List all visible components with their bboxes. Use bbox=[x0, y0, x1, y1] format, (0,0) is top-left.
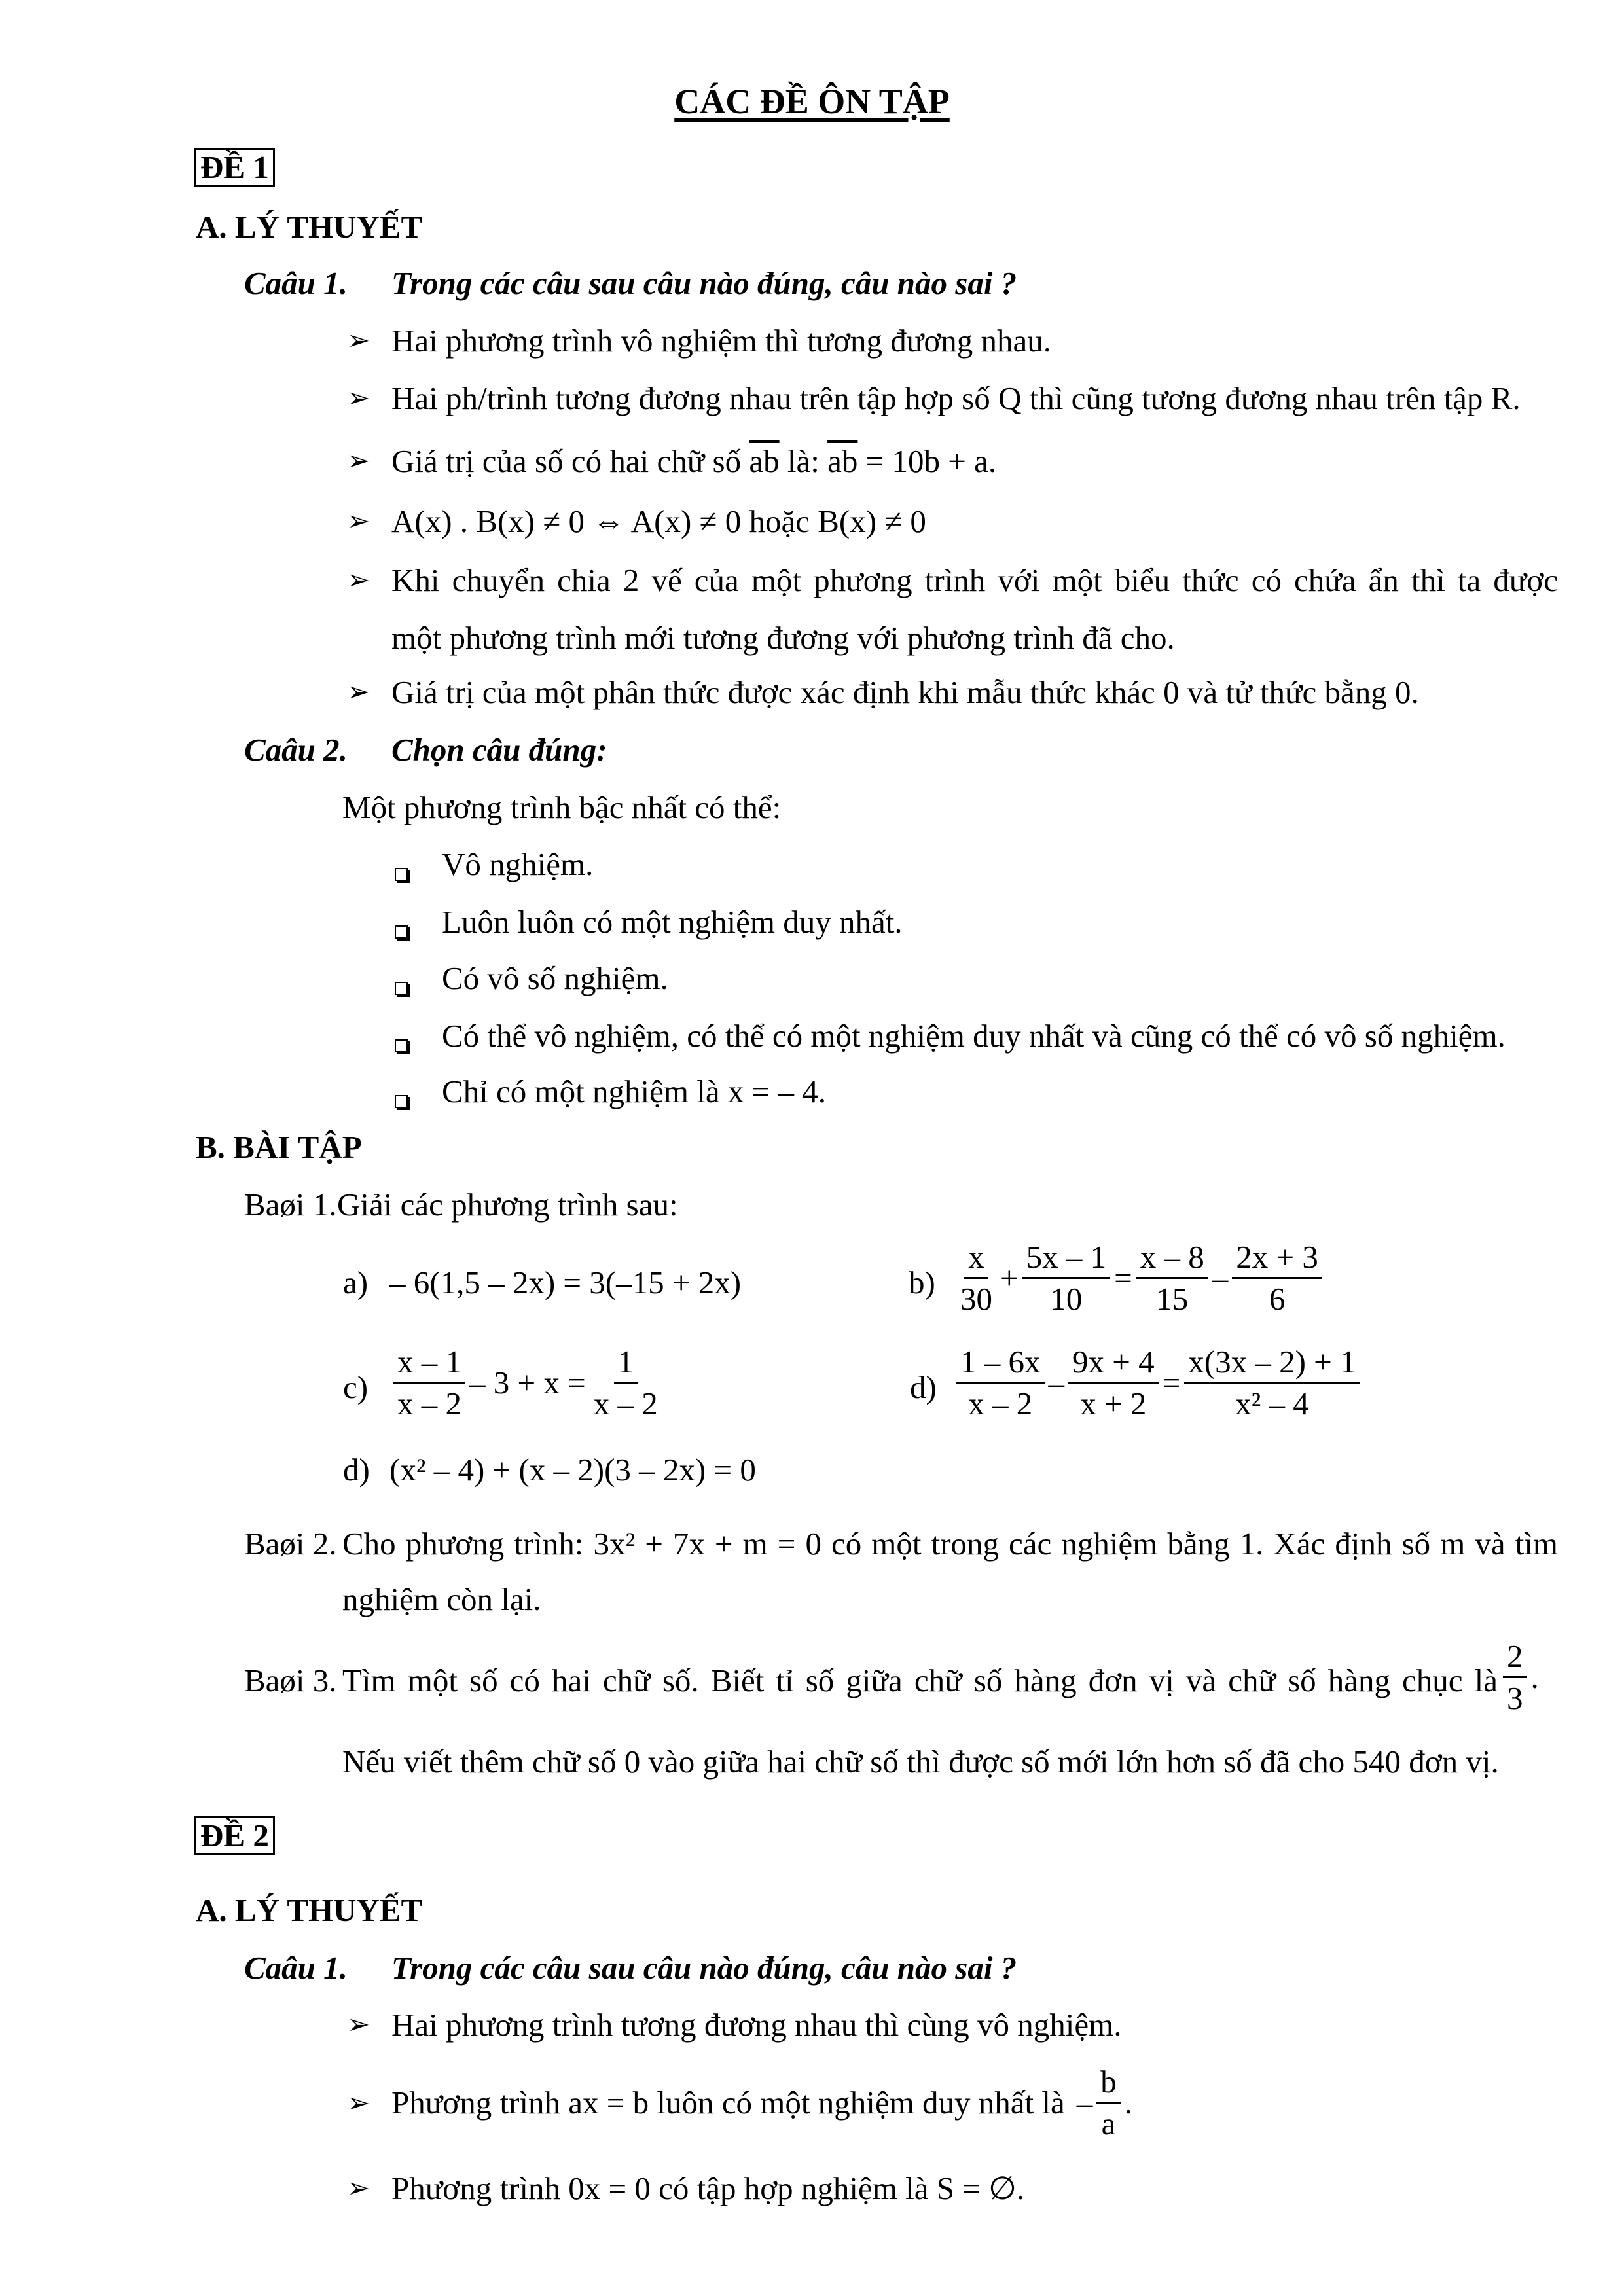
equation-a-label: a) bbox=[343, 1265, 369, 1300]
equation-c-label: c) bbox=[343, 1369, 369, 1405]
arrow-bullet-icon: ➢ bbox=[347, 326, 370, 356]
operator: + bbox=[1000, 1260, 1019, 1297]
equation-b-label: b) bbox=[909, 1265, 935, 1300]
statement bbox=[391, 445, 996, 477]
numerator: x – 8 bbox=[1136, 1237, 1208, 1279]
checkbox-icon[interactable] bbox=[395, 868, 408, 881]
statement-text: = 10b + a. bbox=[865, 443, 997, 479]
period: . bbox=[1124, 2085, 1132, 2121]
arrow-bullet-icon: ➢ bbox=[347, 677, 370, 708]
denominator: x + 2 bbox=[1080, 1386, 1147, 1422]
page-title: CÁC ĐỀ ÔN TẬP bbox=[674, 82, 950, 121]
checkbox-icon[interactable] bbox=[395, 1095, 408, 1108]
arrow-bullet-icon: ➢ bbox=[347, 2089, 370, 2119]
numerator: 9x + 4 bbox=[1068, 1342, 1159, 1384]
numerator: 1 bbox=[614, 1342, 638, 1384]
arrow-bullet-icon: ➢ bbox=[347, 565, 370, 596]
numerator: x bbox=[964, 1237, 988, 1279]
checkbox-icon[interactable] bbox=[395, 925, 408, 939]
arrow-bullet-icon: ➢ bbox=[347, 2010, 370, 2040]
denominator: 3 bbox=[1507, 1680, 1523, 1717]
numerator: 1 – 6x bbox=[956, 1342, 1045, 1384]
numerator: x(3x – 2) + 1 bbox=[1184, 1342, 1360, 1384]
question-2-label: Caâu 2. bbox=[244, 732, 348, 768]
question-1-label: Caâu 1. bbox=[244, 1950, 348, 1986]
exercise-3-text-continued: Nếu viết thêm chữ số 0 vào giữa hai chữ số thì được số mới lớn hơn số đã cho 540 đơn vị. bbox=[342, 1744, 1499, 1780]
exercise-2-text-continued: nghiệm còn lại. bbox=[342, 1581, 541, 1617]
statement: Giá trị của một phân thức được xác định khi mẫu thức khác 0 và tử thức bằng 0. bbox=[391, 674, 1419, 710]
question-1-label: Caâu 1. bbox=[244, 265, 348, 301]
exam-2-label: ĐỀ 2 bbox=[194, 1816, 275, 1855]
numerator: 2x + 3 bbox=[1232, 1237, 1322, 1279]
checkbox-icon[interactable] bbox=[395, 1039, 408, 1052]
statement-text: là: bbox=[787, 443, 820, 479]
denominator: x – 2 bbox=[968, 1386, 1033, 1422]
equation-b bbox=[952, 1237, 1326, 1319]
equation-e-label: d) bbox=[343, 1452, 370, 1488]
arrow-bullet-icon: ➢ bbox=[347, 446, 370, 476]
equation-d bbox=[952, 1342, 1364, 1424]
exercise-1-label: Baøi 1. bbox=[244, 1187, 337, 1223]
option: Chỉ có một nghiệm là x = – 4. bbox=[442, 1073, 826, 1109]
arrow-bullet-icon: ➢ bbox=[347, 507, 370, 537]
numerator: 2 bbox=[1503, 1636, 1527, 1678]
option: Có thể vô nghiệm, có thể có một nghiệm duy nhất và cũng có thể có vô số nghiệm. bbox=[442, 1018, 1506, 1054]
denominator: 15 bbox=[1156, 1281, 1189, 1318]
equation-c bbox=[389, 1342, 666, 1424]
statement: Hai phương trình vô nghiệm thì tương đương nhau. bbox=[391, 323, 1052, 359]
exercise-3-text: Tìm một số có hai chữ số. Biết tỉ số giữa chữ số hàng đơn vị và chữ số hàng chục là bbox=[342, 1662, 1498, 1698]
question-2-text: Chọn câu đúng: bbox=[391, 732, 607, 768]
arrow-bullet-icon: ➢ bbox=[347, 384, 370, 414]
statement: A(x) . B(x) ≠ 0 ⇔ A(x) ≠ 0 hoặc B(x) ≠ 0 bbox=[391, 503, 926, 539]
numerator: x – 1 bbox=[393, 1342, 465, 1384]
exercise-1-text: Giải các phương trình sau: bbox=[337, 1187, 678, 1223]
option: Vô nghiệm. bbox=[442, 846, 594, 882]
period: . bbox=[1530, 1659, 1539, 1696]
operator: – 3 + x = bbox=[469, 1365, 586, 1401]
exam-1-label: ĐỀ 1 bbox=[194, 148, 275, 187]
section-a-heading: A. LÝ THUYẾT bbox=[196, 209, 423, 245]
equation-a: – 6(1,5 – 2x) = 3(–15 + 2x) bbox=[389, 1265, 742, 1300]
denominator: 6 bbox=[1269, 1281, 1286, 1318]
minus-sign: – bbox=[1076, 2085, 1093, 2121]
statement bbox=[391, 2062, 1132, 2144]
exercise-2-label: Baøi 2. bbox=[244, 1526, 337, 1562]
operator: – bbox=[1212, 1260, 1229, 1297]
overline-ab: $\overline{ab}$ bbox=[827, 443, 858, 479]
question-1-text: Trong các câu sau câu nào đúng, câu nào sai ? bbox=[391, 1950, 1017, 1986]
operator: = bbox=[1114, 1260, 1132, 1297]
statement: Khi chuyển chia 2 vế của một phương trình với một biểu thức có chứa ẩn thì ta được bbox=[391, 562, 1558, 598]
equation-d-label: d) bbox=[910, 1369, 937, 1405]
option: Có vô số nghiệm. bbox=[442, 960, 668, 996]
denominator: x – 2 bbox=[397, 1386, 461, 1422]
numerator: b bbox=[1096, 2062, 1121, 2104]
statement: Hai phương trình tương đương nhau thì cùng vô nghiệm. bbox=[391, 2007, 1122, 2043]
denominator: 10 bbox=[1050, 1281, 1083, 1318]
exercise-3-label: Baøi 3. bbox=[244, 1662, 337, 1698]
option: Luôn luôn có một nghiệm duy nhất. bbox=[442, 904, 903, 940]
denominator: x² – 4 bbox=[1235, 1386, 1309, 1422]
denominator: a bbox=[1101, 2106, 1116, 2142]
checkbox-icon[interactable] bbox=[395, 982, 408, 995]
statement: Phương trình 0x = 0 có tập hợp nghiệm là S = ∅. bbox=[391, 2170, 1025, 2206]
fraction-two-thirds bbox=[1499, 1636, 1539, 1719]
question-1-text: Trong các câu sau câu nào đúng, câu nào sai ? bbox=[391, 265, 1017, 301]
statement-text: Giá trị của số có hai chữ số bbox=[391, 443, 742, 479]
section-a-heading: A. LÝ THUYẾT bbox=[196, 1892, 423, 1928]
exercise-2-text: Cho phương trình: 3x² + 7x + m = 0 có một trong các nghiệm bằng 1. Xác định số m và tìm bbox=[342, 1526, 1558, 1562]
section-b-heading: B. BÀI TẬP bbox=[196, 1129, 362, 1165]
question-2-intro: Một phương trình bậc nhất có thể: bbox=[342, 789, 782, 825]
statement-text: Phương trình ax = b luôn có một nghiệm duy nhất là bbox=[391, 2085, 1065, 2121]
operator: – bbox=[1048, 1365, 1064, 1401]
equation-e: (x² – 4) + (x – 2)(3 – 2x) = 0 bbox=[389, 1452, 756, 1488]
numerator: 5x – 1 bbox=[1022, 1237, 1111, 1279]
statement: Hai ph/trình tương đương nhau trên tập hợp số Q thì cũng tương đương nhau trên tập R. bbox=[391, 380, 1521, 416]
denominator: 30 bbox=[960, 1281, 992, 1318]
statement-continued: một phương trình mới tương đương với phương trình đã cho. bbox=[391, 620, 1175, 656]
arrow-bullet-icon: ➢ bbox=[347, 2174, 370, 2204]
operator: = bbox=[1162, 1365, 1181, 1401]
overline-ab: $\overline{ab}$ bbox=[749, 443, 780, 479]
denominator: x – 2 bbox=[593, 1386, 658, 1422]
